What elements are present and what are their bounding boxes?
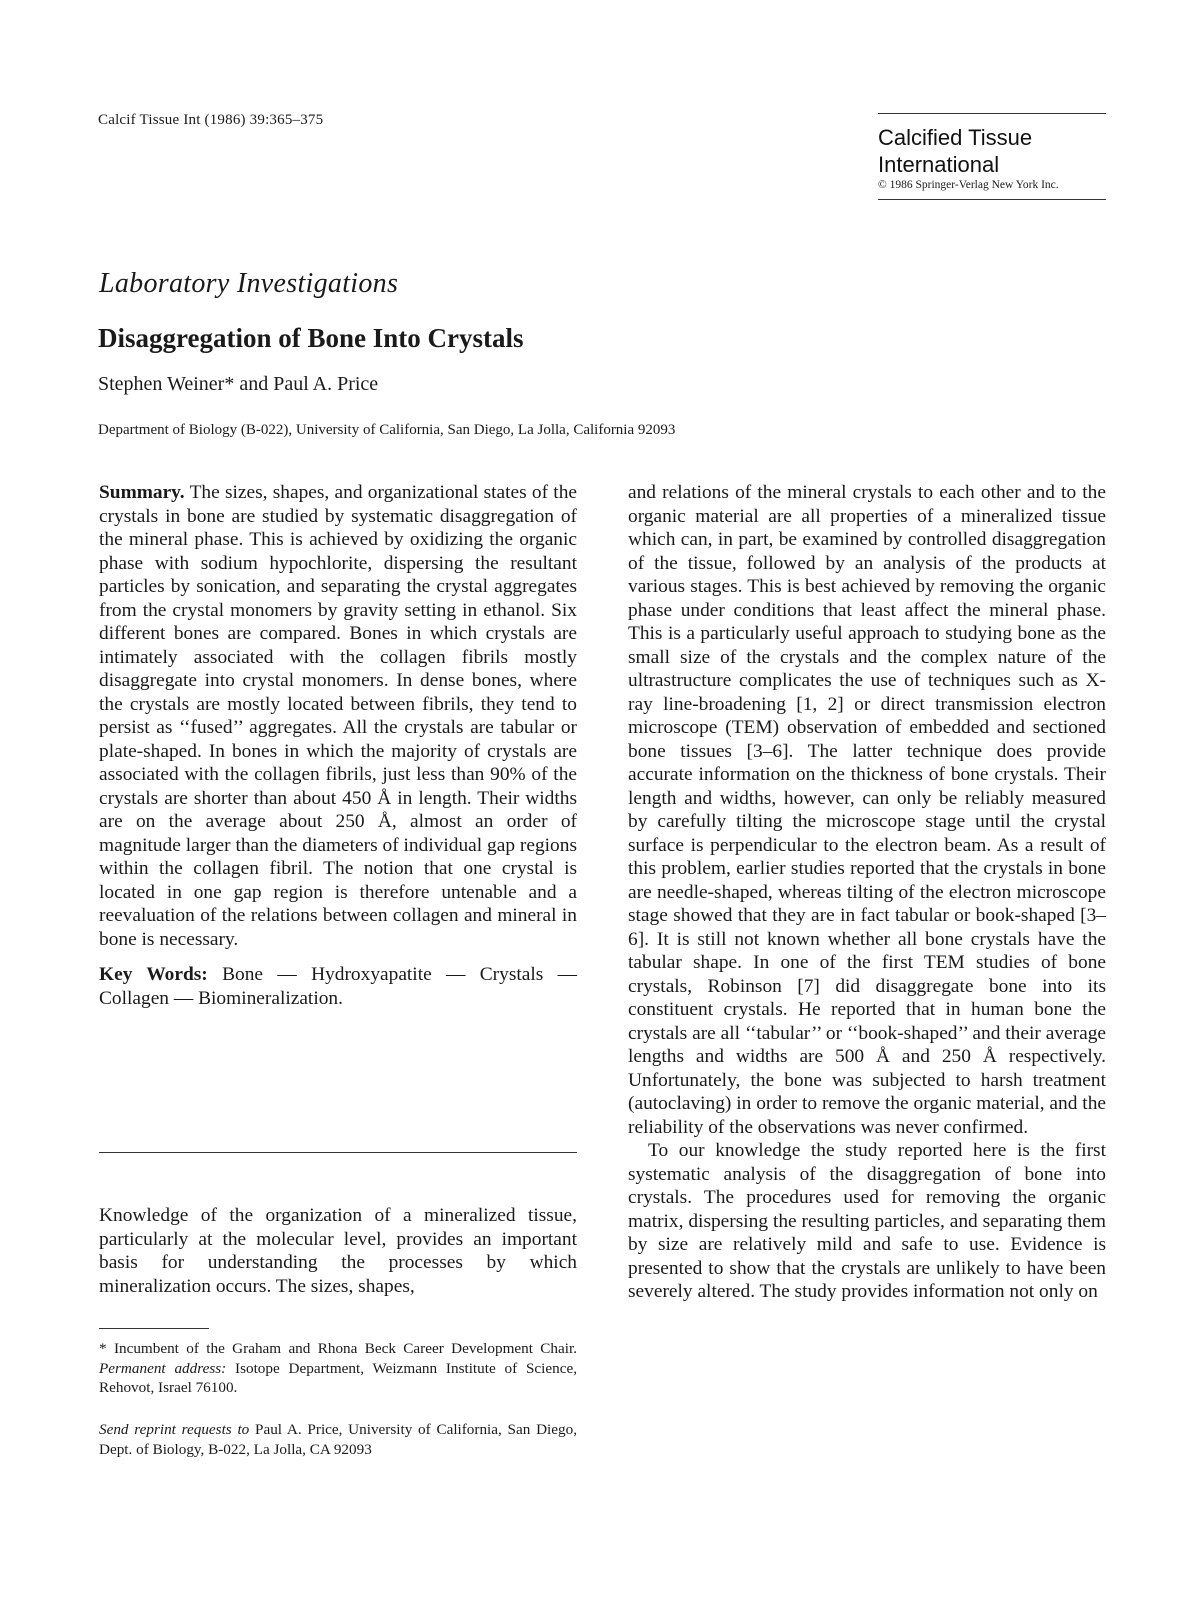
summary-text: The sizes, shapes, and organizational states of the crystals in bone are studied by systematic disaggregation of the mineral phase. This is achieved by oxidizing the organic phase with sodium hypochlorite, dispersing the resultant particles by sonication, and separating the crystal aggregates from the crystal monomers by gravity setting in ethanol. Six different bones are compared. Bones in which crystals are intimately associated with the collagen fibrils mostly disaggregate into crystal monomers. In dense bones, where the crystals are mostly located between fibrils, they tend to persist as ‘‘fused’’ aggregates. All the crystals are tabular or plate-shaped. In bones in which the majority of crystals are associated with the collagen fibrils, just less than 90% of the crystals are shorter than about 450 Å in length. Their widths are on the average about 250 Å, almost an order of magnitude larger than the diameters of individual gap regions within the collagen fibril. The notion that one crystal is located in one gap region is therefore untenable and a reevaluation of the relations between collagen and mineral in bone is necessary.: [99, 482, 577, 950]
abstract-divider: [99, 1152, 577, 1153]
left-column: [99, 481, 577, 1010]
body-paragraph-1: and relations of the mineral crystals to each other and to the organic material are all properties of a mineralized tissue which can, in part, be examined by controlled disaggregation of the tissue, followed by an analysis of the products at various stages. This is best achieved by removing the organic phase under conditions that least affect the mineral phase. This is a particularly useful approach to studying bone as the small size of the crystals and the complex nature of the ultrastructure complicates the use of techniques such as X-ray line-broadening [1, 2] or direct transmission electron microscope (TEM) observation of embedded and sectioned bone tissues [3–6]. The latter technique does provide accurate information on the thickness of bone crystals. Their length and widths, however, can only be reliably measured by carefully tilting the microscope stage until the crystal surface is perpendicular to the electron beam. As a result of this problem, earlier studies reported that the crystals in bone are needle-shaped, whereas tilting of the electron microscope stage showed that they are in fact tabular or book-shaped [3–6]. It is still not known whether all bone crystals have the tabular shape. In one of the first TEM studies of bone crystals, Robinson [7] did disaggregate bone into its constituent crystals. He reported that in human bone the crystals are all ‘‘tabular’’ or ‘‘book-shaped’’ and their average lengths and widths are 500 Å and 250 Å respectively. Unfortunately, the bone was subjected to harsh treatment (autoclaving) in order to remove the organic material, and the reliability of the observations was never confirmed.: [628, 482, 1106, 1138]
masthead-top-rule: [878, 113, 1106, 114]
reprint-label: Send reprint requests to: [99, 1421, 250, 1438]
keywords-text: Bone — Hydroxyapatite — Crystals — Collagen — Biomineralization.: [99, 964, 578, 1009]
journal-citation: Calcif Tissue Int (1986) 39:365–375: [98, 112, 324, 128]
summary-label: Summary.: [99, 482, 185, 503]
introduction-paragraph: Knowledge of the organization of a mineralized tissue, particularly at the molecular level, provides an important basis for understanding the processes by which mineralization occurs. The sizes, shapes,: [99, 1205, 577, 1297]
journal-name: [878, 124, 1106, 178]
footnote-chair-text: * Incumbent of the Graham and Rhona Beck Career Development Chair.: [99, 1340, 577, 1357]
masthead-bottom-rule: [878, 199, 1106, 200]
copyright-notice: © 1986 Springer-Verlag New York Inc.: [878, 179, 1059, 191]
journal-name-line1: Calcified Tissue: [878, 125, 1033, 150]
author-affiliation: Department of Biology (B-022), University of California, San Diego, La Jolla, California 92093: [98, 422, 676, 438]
keywords-label: Key Words:: [99, 964, 208, 985]
author-list: Stephen Weiner* and Paul A. Price: [98, 373, 379, 395]
reprint-address: Paul A. Price, University of California, San Diego, Dept. of Biology, B-022, La Jolla, CA 92093: [99, 1421, 577, 1458]
footnote-reprint-request: [99, 1420, 577, 1459]
summary-paragraph: [99, 481, 577, 951]
footnote-address-text: Isotope Department, Weizmann Institute of Science, Rehovot, Israel 76100.: [99, 1359, 577, 1396]
keywords-paragraph: [99, 963, 577, 1010]
footnote-author-note: [99, 1339, 577, 1398]
paper-title: Disaggregation of Bone Into Crystals: [98, 323, 524, 353]
section-label: Laboratory Investigations: [99, 268, 399, 299]
journal-name-line2: International: [878, 152, 1000, 177]
journal-masthead: [878, 113, 1106, 200]
introduction-start: [99, 1204, 577, 1298]
footnote-address-label: Permanent address:: [99, 1359, 227, 1377]
right-column: [628, 481, 1106, 1304]
footnote-rule: [99, 1328, 209, 1329]
body-paragraph-2: To our knowledge the study reported here is the first systematic analysis of the disaggregation of bone into crystals. The procedures used for removing the organic matrix, dispersing the resulting particles, and separating them by size are relatively mild and safe to use. Evidence is presented to show that the crystals are unlikely to have been severely altered. The study provides information not only on: [628, 1140, 1106, 1302]
